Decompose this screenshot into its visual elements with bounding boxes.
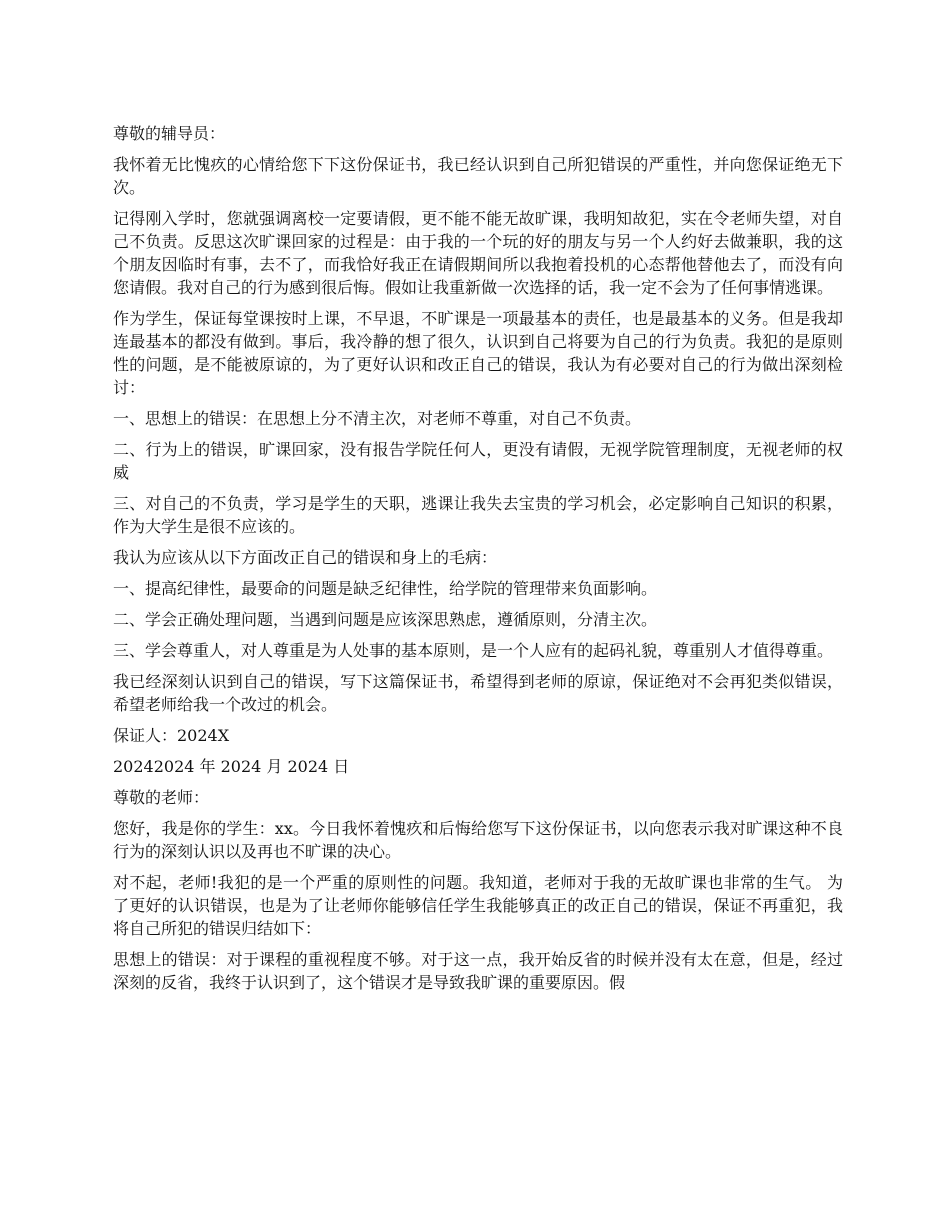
error-item-1: 一、思想上的错误：在思想上分不清主次，对老师不尊重，对自己不负责。 bbox=[113, 409, 642, 428]
responsibility-paragraph: 作为学生，保证每堂课按时上课，不早退，不旷课是一项最基本的责任，也是最基本的义务。但是我却连最基本的都没有做到。事后，我冷静的想了很久，认识到自己将要为自己的行为负责。我犯的是原则性的问题，是不能被原谅的，为了更好认识和改正自己的错误，我认为有必要对自己的行为做出深刻检讨： bbox=[113, 309, 843, 397]
document-body bbox=[113, 122, 843, 994]
error-item-3: 三、对自己的不负责，学习是学生的天职，逃课让我失去宝贵的学习机会，必定影响自己知识的积累，作为大学生是很不应该的。 bbox=[113, 494, 843, 536]
signatory: 保证人：2024X bbox=[113, 726, 230, 745]
correction-intro: 我认为应该从以下方面改正自己的错误和身上的毛病： bbox=[113, 548, 498, 567]
salutation-counselor: 尊敬的辅导员： bbox=[113, 124, 226, 143]
error-item-2: 二、行为上的错误，旷课回家，没有报告学院任何人，更没有请假，无视学院管理制度，无视老师的权威 bbox=[113, 440, 843, 482]
closing-paragraph: 我已经深刻认识到自己的错误，写下这篇保证书，希望得到老师的原谅，保证绝对不会再犯类似错误，希望老师给我一个改过的机会。 bbox=[113, 672, 843, 714]
opening-paragraph: 我怀着无比愧疚的心情给您下下这份保证书，我已经认识到自己所犯错误的严重性，并向您保证绝无下次。 bbox=[113, 155, 843, 197]
second-letter-opening: 您好，我是你的学生：xx。今日我怀着愧疚和后悔给您写下这份保证书，以向您表示我对旷课这种不良行为的深刻认识以及再也不旷课的决心。 bbox=[113, 819, 843, 861]
incident-paragraph: 记得刚入学时，您就强调离校一定要请假，更不能不能无故旷课，我明知故犯，实在令老师失望，对自己不负责。反思这次旷课回家的过程是：由于我的一个玩的好的朋友与另一个人约好去做兼职，我的这个朋友因临时有事，去不了，而我恰好我正在请假期间所以我抱着投机的心态帮他替他去了，而没有向您请假。我对自己的行为感到很后悔。假如让我重新做一次选择的话，我一定不会为了任何事情逃课。 bbox=[113, 209, 843, 297]
date-line: 20242024 年 2024 月 2024 日 bbox=[113, 757, 350, 776]
apology-paragraph: 对不起，老师!我犯的是一个严重的原则性的问题。我知道，老师对于我的无故旷课也非常的生气。 为了更好的认识错误，也是为了让老师你能够信任学生我能够真正的改正自己的错误，保证不再重犯，我将自己所犯的错误归结如下： bbox=[113, 873, 843, 938]
correction-item-2: 二、学会正确处理问题，当遇到问题是应该深思熟虑，遵循原则，分清主次。 bbox=[113, 610, 658, 629]
correction-item-1: 一、提高纪律性，最要命的问题是缺乏纪律性，给学院的管理带来负面影响。 bbox=[113, 579, 658, 598]
correction-item-3: 三、学会尊重人，对人尊重是为人处事的基本原则，是一个人应有的起码礼貌，尊重别人才值得尊重。 bbox=[113, 641, 834, 660]
thought-error-paragraph: 思想上的错误：对于课程的重视程度不够。对于这一点，我开始反省的时候并没有太在意，但是，经过深刻的反省，我终于认识到了，这个错误才是导致我旷课的重要原因。假 bbox=[113, 950, 843, 992]
salutation-teacher: 尊敬的老师： bbox=[113, 788, 210, 807]
